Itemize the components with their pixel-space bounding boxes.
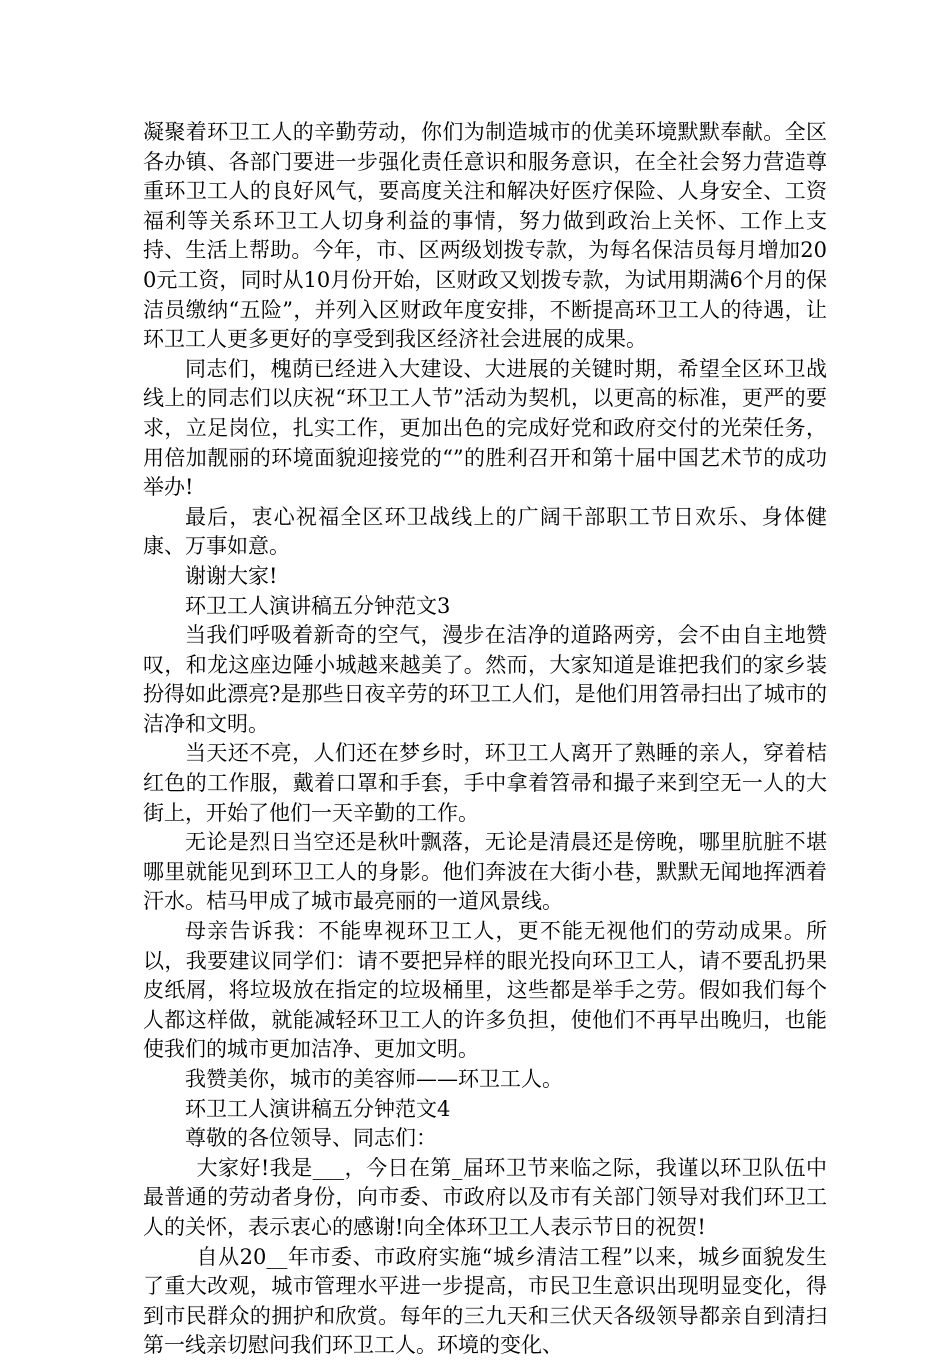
paragraph-2: 同志们，槐荫已经进入大建设、大进展的关键时期，希望全区环卫战线上的同志们以庆祝“环卫工人节”活动为契机，以更高的标准，更严的要求，立足岗位，扎实工作，更加出色的完成好党和政府交付的光荣任务，用倍加靓丽的环境面貌迎接党的“”的胜利召开和第十届中国艺术节的成功举办! bbox=[143, 356, 827, 500]
paragraph-10: 大家好!我是___，今日在第_届环卫节来临之际，我谨以环卫队伍中最普通的劳动者身份，向市委、市政府以及市有关部门领导对我们环卫工人的关怀，表示衷心的感谢!向全体环卫工人表示节日的祝贺! bbox=[143, 1155, 827, 1239]
paragraph-3: 最后，衷心祝福全区环卫战线上的广阔干部职工节日欢乐、身体健康、万事如意。 bbox=[143, 504, 827, 559]
paragraph-7: 无论是烈日当空还是秋叶飘落，无论是清晨还是傍晚，哪里肮脏不堪哪里就能见到环卫工人的身影。他们奔波在大街小巷，默默无闻地挥洒着汗水。桔马甲成了城市最亮丽的一道风景线。 bbox=[143, 830, 827, 914]
paragraph-11: 自从20__年市委、市政府实施“城乡清洁工程”以来，城乡面貌发生了重大改观，城市管理水平进一步提高，市民卫生意识出现明显变化，得到市民群众的拥护和欣赏。每年的三九天和三伏天各级领导都亲自到清扫第一线亲切慰问我们环卫工人。环境的变化、 bbox=[143, 1244, 827, 1358]
paragraph-9: 我赞美你，城市的美容师——环卫工人。 bbox=[185, 1067, 563, 1091]
document-page bbox=[143, 118, 827, 1361]
paragraph-1: 凝聚着环卫工人的辛勤劳动，你们为制造城市的优美环境默默奉献。全区各办镇、各部门要进一步强化责任意识和服务意识，在全社会努力营造尊重环卫工人的良好风气，要高度关注和解决好医疗保险、人身安全、工资福利等关系环卫工人切身利益的事情，努力做到政治上关怀、工作上支持、生活上帮助。今年，市、区两级划拨专款，为每名保洁员每月增加200元工资，同时从10月份开始，区财政又划拨专款，为试用期满6个月的保洁员缴纳“五险”，并列入区财政年度安排，不断提高环卫工人的待遇，让环卫工人更多更好的享受到我区经济社会进展的成果。 bbox=[143, 120, 827, 352]
paragraph-8: 母亲告诉我：不能卑视环卫工人，更不能无视他们的劳动成果。所以，我要建议同学们：请不要把异样的眼光投向环卫工人，请不要乱扔果皮纸屑，将垃圾放在指定的垃圾桶里，这些都是举手之劳。假如我们每个人都这样做，就能减轻环卫工人的许多负担，使他们不再早出晚归，也能使我们的城市更加洁净、更加文明。 bbox=[143, 919, 827, 1062]
paragraph-5: 当我们呼吸着新奇的空气，漫步在洁净的道路两旁，会不由自主地赞叹，和龙这座边陲小城越来越美了。然而，大家知道是谁把我们的家乡装扮得如此漂亮?是那些日夜辛劳的环卫工人们，是他们用笤帚扫出了城市的洁净和文明。 bbox=[143, 623, 827, 736]
paragraph-4: 谢谢大家! bbox=[185, 563, 278, 588]
section-heading-4: 环卫工人演讲稿五分钟范文4 bbox=[185, 1096, 451, 1121]
salutation: 尊敬的各位领导、同志们： bbox=[185, 1126, 437, 1151]
section-heading-3: 环卫工人演讲稿五分钟范文3 bbox=[185, 593, 451, 618]
paragraph-6: 当天还不亮，人们还在梦乡时，环卫工人离开了熟睡的亲人，穿着桔红色的工作服，戴着口罩和手套，手中拿着笤帚和撮子来到空无一人的大街上，开始了他们一天辛勤的工作。 bbox=[143, 741, 827, 825]
